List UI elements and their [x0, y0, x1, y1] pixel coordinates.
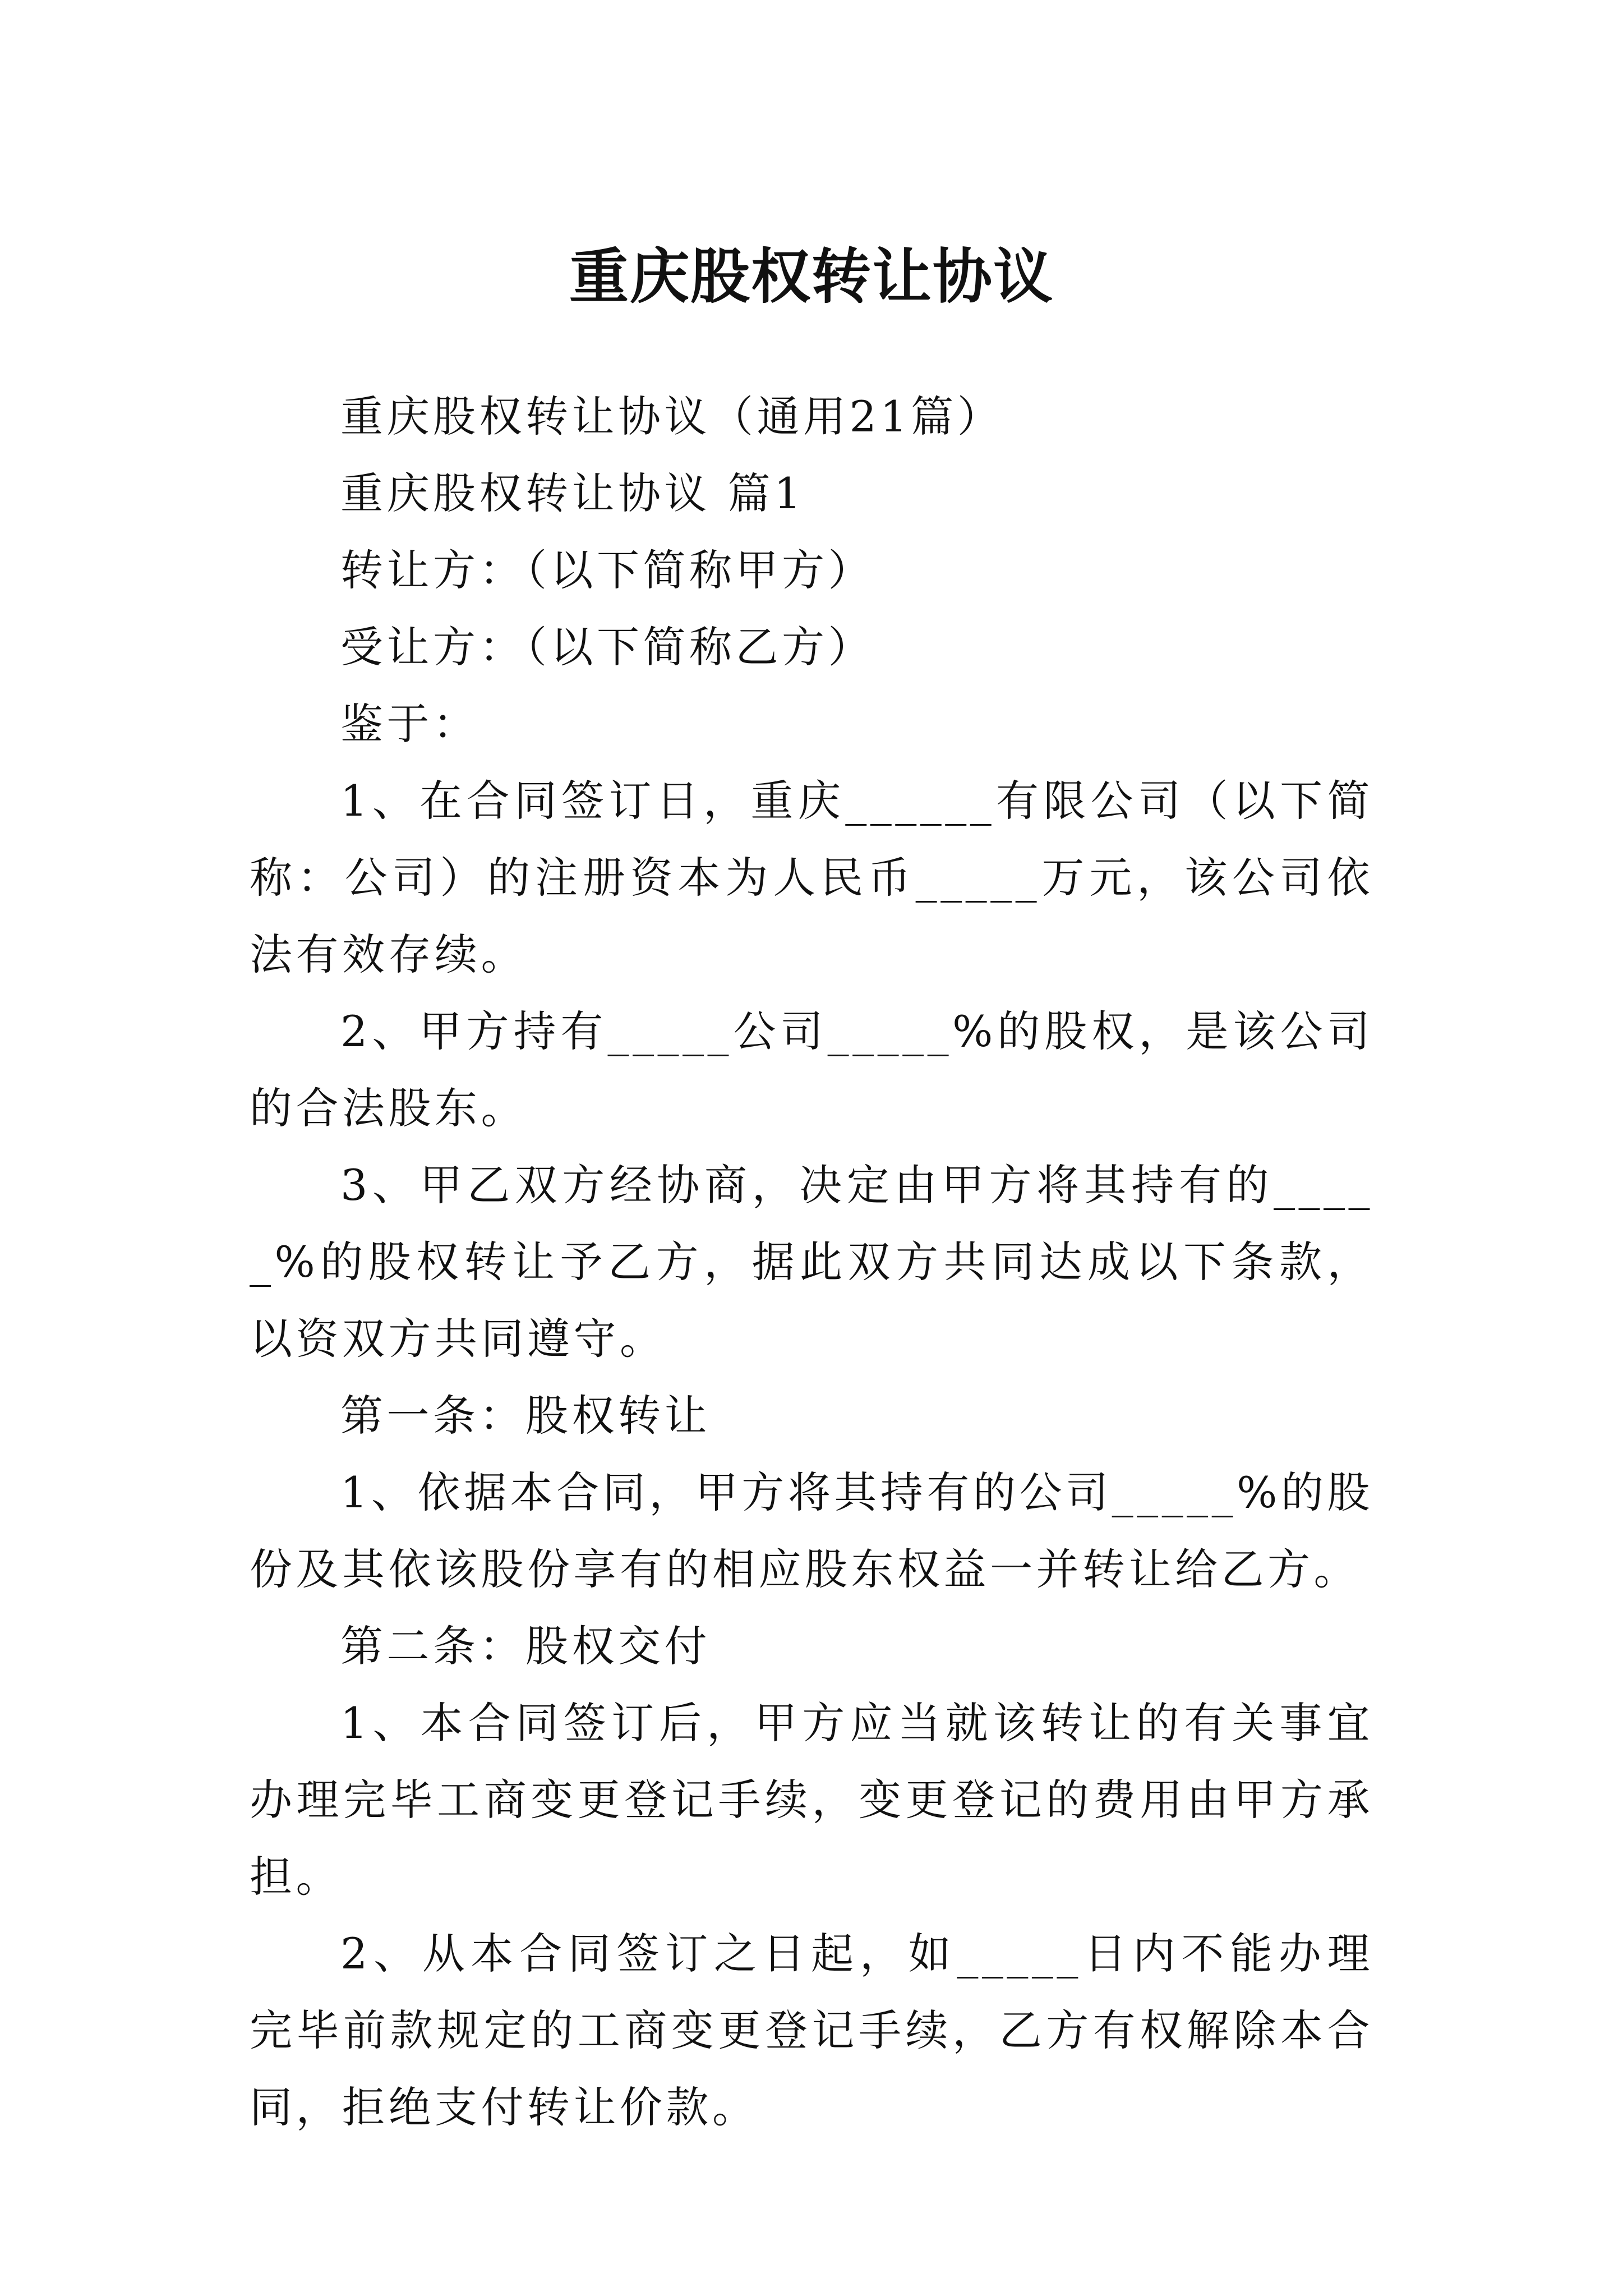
clause-paragraph: 1、依据本合同，甲方将其持有的公司_____%的股份及其依该股份享有的相应股东权益一并转让给乙方。	[250, 1467, 1373, 1594]
recital-paragraph: 1、在合同签订日，重庆______有限公司（以下简称：公司）的注册资本为人民币_____万元，该公司依法有效存续。	[250, 776, 1373, 979]
whereas-heading: 鉴于：	[340, 699, 479, 749]
subtitle-paragraph: 重庆股权转让协议（通用21篇）	[340, 392, 1004, 441]
recital-paragraph: 2、甲方持有_____公司_____%的股权，是该公司的合法股东。	[250, 1006, 1373, 1133]
clause-paragraph: 2、从本合同签订之日起，如_____日内不能办理完毕前款规定的工商变更登记手续，乙方有权解除本合同，拒绝支付转让价款。	[250, 1929, 1373, 2132]
article-heading: 第一条：股权转让	[340, 1391, 711, 1441]
recital-paragraph: 3、甲乙双方经协商，决定由甲方将其持有的_____%的股权转让予乙方，据此双方共同达成以下条款，以资双方共同遵守。	[250, 1160, 1373, 1364]
transferor-line: 转让方：（以下简称甲方）	[340, 545, 874, 595]
section-heading: 重庆股权转让协议 篇1	[340, 468, 805, 518]
article-heading: 第二条：股权交付	[340, 1621, 711, 1671]
document-body	[250, 378, 1373, 2146]
clause-paragraph: 1、本合同签订后，甲方应当就该转让的有关事宜办理完毕工商变更登记手续，变更登记的费用由甲方承担。	[250, 1698, 1373, 1902]
document-title: 重庆股权转让协议	[569, 241, 1054, 312]
transferee-line: 受让方：（以下简称乙方）	[340, 622, 874, 672]
